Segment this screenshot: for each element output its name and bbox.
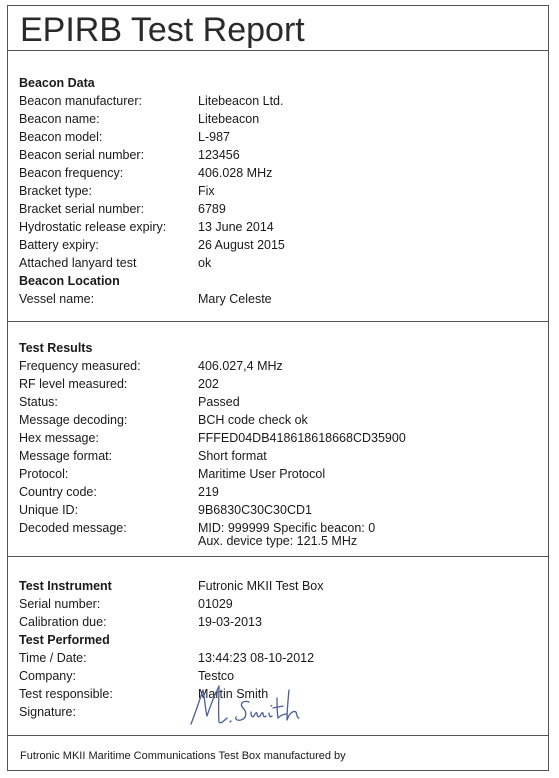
field-value: Short format: [198, 449, 267, 463]
test-results-header: Test Results: [19, 341, 93, 355]
field-label: Test responsible:: [19, 687, 113, 701]
field-label: Unique ID:: [19, 503, 79, 517]
field-label: Hydrostatic release expiry:: [19, 220, 167, 234]
data-row: [19, 218, 540, 236]
field-label: Message format:: [19, 449, 113, 463]
data-row: [19, 447, 540, 465]
field-label: Frequency measured:: [19, 359, 141, 373]
decoded-line-1: MID: 999999 Specific beacon: 0: [198, 521, 376, 535]
field-value: 13:44:23 08-10-2012: [198, 651, 315, 665]
location-header-row: [19, 272, 540, 290]
results-header-row: [19, 339, 540, 357]
field-label: Beacon manufacturer:: [19, 94, 142, 108]
footer-section: [8, 735, 548, 771]
instrument-header-row: [19, 577, 540, 595]
title-section: [8, 6, 548, 50]
data-row: [19, 411, 540, 429]
field-value: 219: [198, 485, 219, 499]
signature-label: Signature:: [19, 705, 76, 719]
data-row: [19, 290, 540, 308]
data-row: [19, 164, 540, 182]
field-label: Beacon serial number:: [19, 148, 145, 162]
data-row: [19, 200, 540, 218]
field-label: Beacon model:: [19, 130, 103, 144]
footer-text: Futronic MKII Maritime Communications Test Box manufactured by: [20, 750, 346, 762]
field-label: Hex message:: [19, 431, 99, 445]
data-row: [19, 501, 540, 519]
data-row: [19, 357, 540, 375]
field-label: Beacon name:: [19, 112, 100, 126]
vessel-name-label: Vessel name:: [19, 292, 95, 306]
field-label: Time / Date:: [19, 651, 87, 665]
field-label: Attached lanyard test: [19, 256, 137, 270]
data-row: [19, 146, 540, 164]
field-value: Maritime User Protocol: [198, 467, 326, 481]
field-label: Protocol:: [19, 467, 69, 481]
beacon-location-header: Beacon Location: [19, 274, 120, 288]
field-value: 9B6830C30C30CD1: [198, 503, 312, 517]
vessel-name-value: Mary Celeste: [198, 292, 272, 306]
decoded-line-2: Aux. device type: 121.5 MHz: [198, 534, 358, 548]
report-title: EPIRB Test Report: [20, 11, 305, 49]
data-row: [19, 375, 540, 393]
field-label: Serial number:: [19, 597, 101, 611]
data-row: [19, 128, 540, 146]
field-value: Litebeacon: [198, 112, 260, 126]
field-value: 6789: [198, 202, 226, 216]
field-value: 26 August 2015: [198, 238, 285, 252]
field-label: Battery expiry:: [19, 238, 99, 252]
data-row: [19, 110, 540, 128]
data-row: [19, 429, 540, 447]
field-value: ok: [198, 256, 212, 270]
data-row: [19, 92, 540, 110]
data-row: [19, 595, 540, 613]
test-instrument-value: Futronic MKII Test Box: [198, 579, 324, 593]
field-value: FFFED04DB418618618668CD35900: [198, 431, 406, 445]
handwritten-signature: [183, 672, 303, 730]
field-label: Bracket serial number:: [19, 202, 145, 216]
field-label: Bracket type:: [19, 184, 92, 198]
field-value: 406.027,4 MHz: [198, 359, 283, 373]
performed-header-row: [19, 631, 540, 649]
field-value: BCH code check ok: [198, 413, 308, 427]
decoded-message-value: [198, 522, 375, 548]
field-label: RF level measured:: [19, 377, 128, 391]
field-label: Country code:: [19, 485, 97, 499]
test-instrument-header: Test Instrument: [19, 579, 112, 593]
field-value: 123456: [198, 148, 240, 162]
test-performed-header: Test Performed: [19, 633, 110, 647]
beacon-section: [8, 50, 548, 321]
data-row: [19, 393, 540, 411]
beacon-data-header: Beacon Data: [19, 76, 95, 90]
field-value: Fix: [198, 184, 215, 198]
results-section: [8, 321, 548, 556]
decoded-message-row: [19, 519, 540, 550]
data-row: [19, 254, 540, 272]
data-row: [19, 483, 540, 501]
field-value: Testco: [198, 669, 235, 683]
field-value: 13 June 2014: [198, 220, 274, 234]
data-row: [19, 236, 540, 254]
data-row: [19, 613, 540, 631]
field-value: Passed: [198, 395, 240, 409]
data-row: [19, 182, 540, 200]
field-value: 406.028 MHz: [198, 166, 273, 180]
field-value: 01029: [198, 597, 233, 611]
field-label: Message decoding:: [19, 413, 128, 427]
field-value: Martin Smith: [198, 687, 269, 701]
decoded-message-label: Decoded message:: [19, 521, 127, 535]
test-report: [7, 5, 549, 771]
field-value: Litebeacon Ltd.: [198, 94, 284, 108]
field-value: 202: [198, 377, 219, 391]
beacon-header-row: [19, 74, 540, 92]
field-value: 19-03-2013: [198, 615, 262, 629]
field-label: Beacon frequency:: [19, 166, 124, 180]
field-label: Calibration due:: [19, 615, 107, 629]
field-value: L-987: [198, 130, 230, 144]
field-label: Company:: [19, 669, 76, 683]
field-label: Status:: [19, 395, 58, 409]
data-row: [19, 649, 540, 667]
data-row: [19, 465, 540, 483]
